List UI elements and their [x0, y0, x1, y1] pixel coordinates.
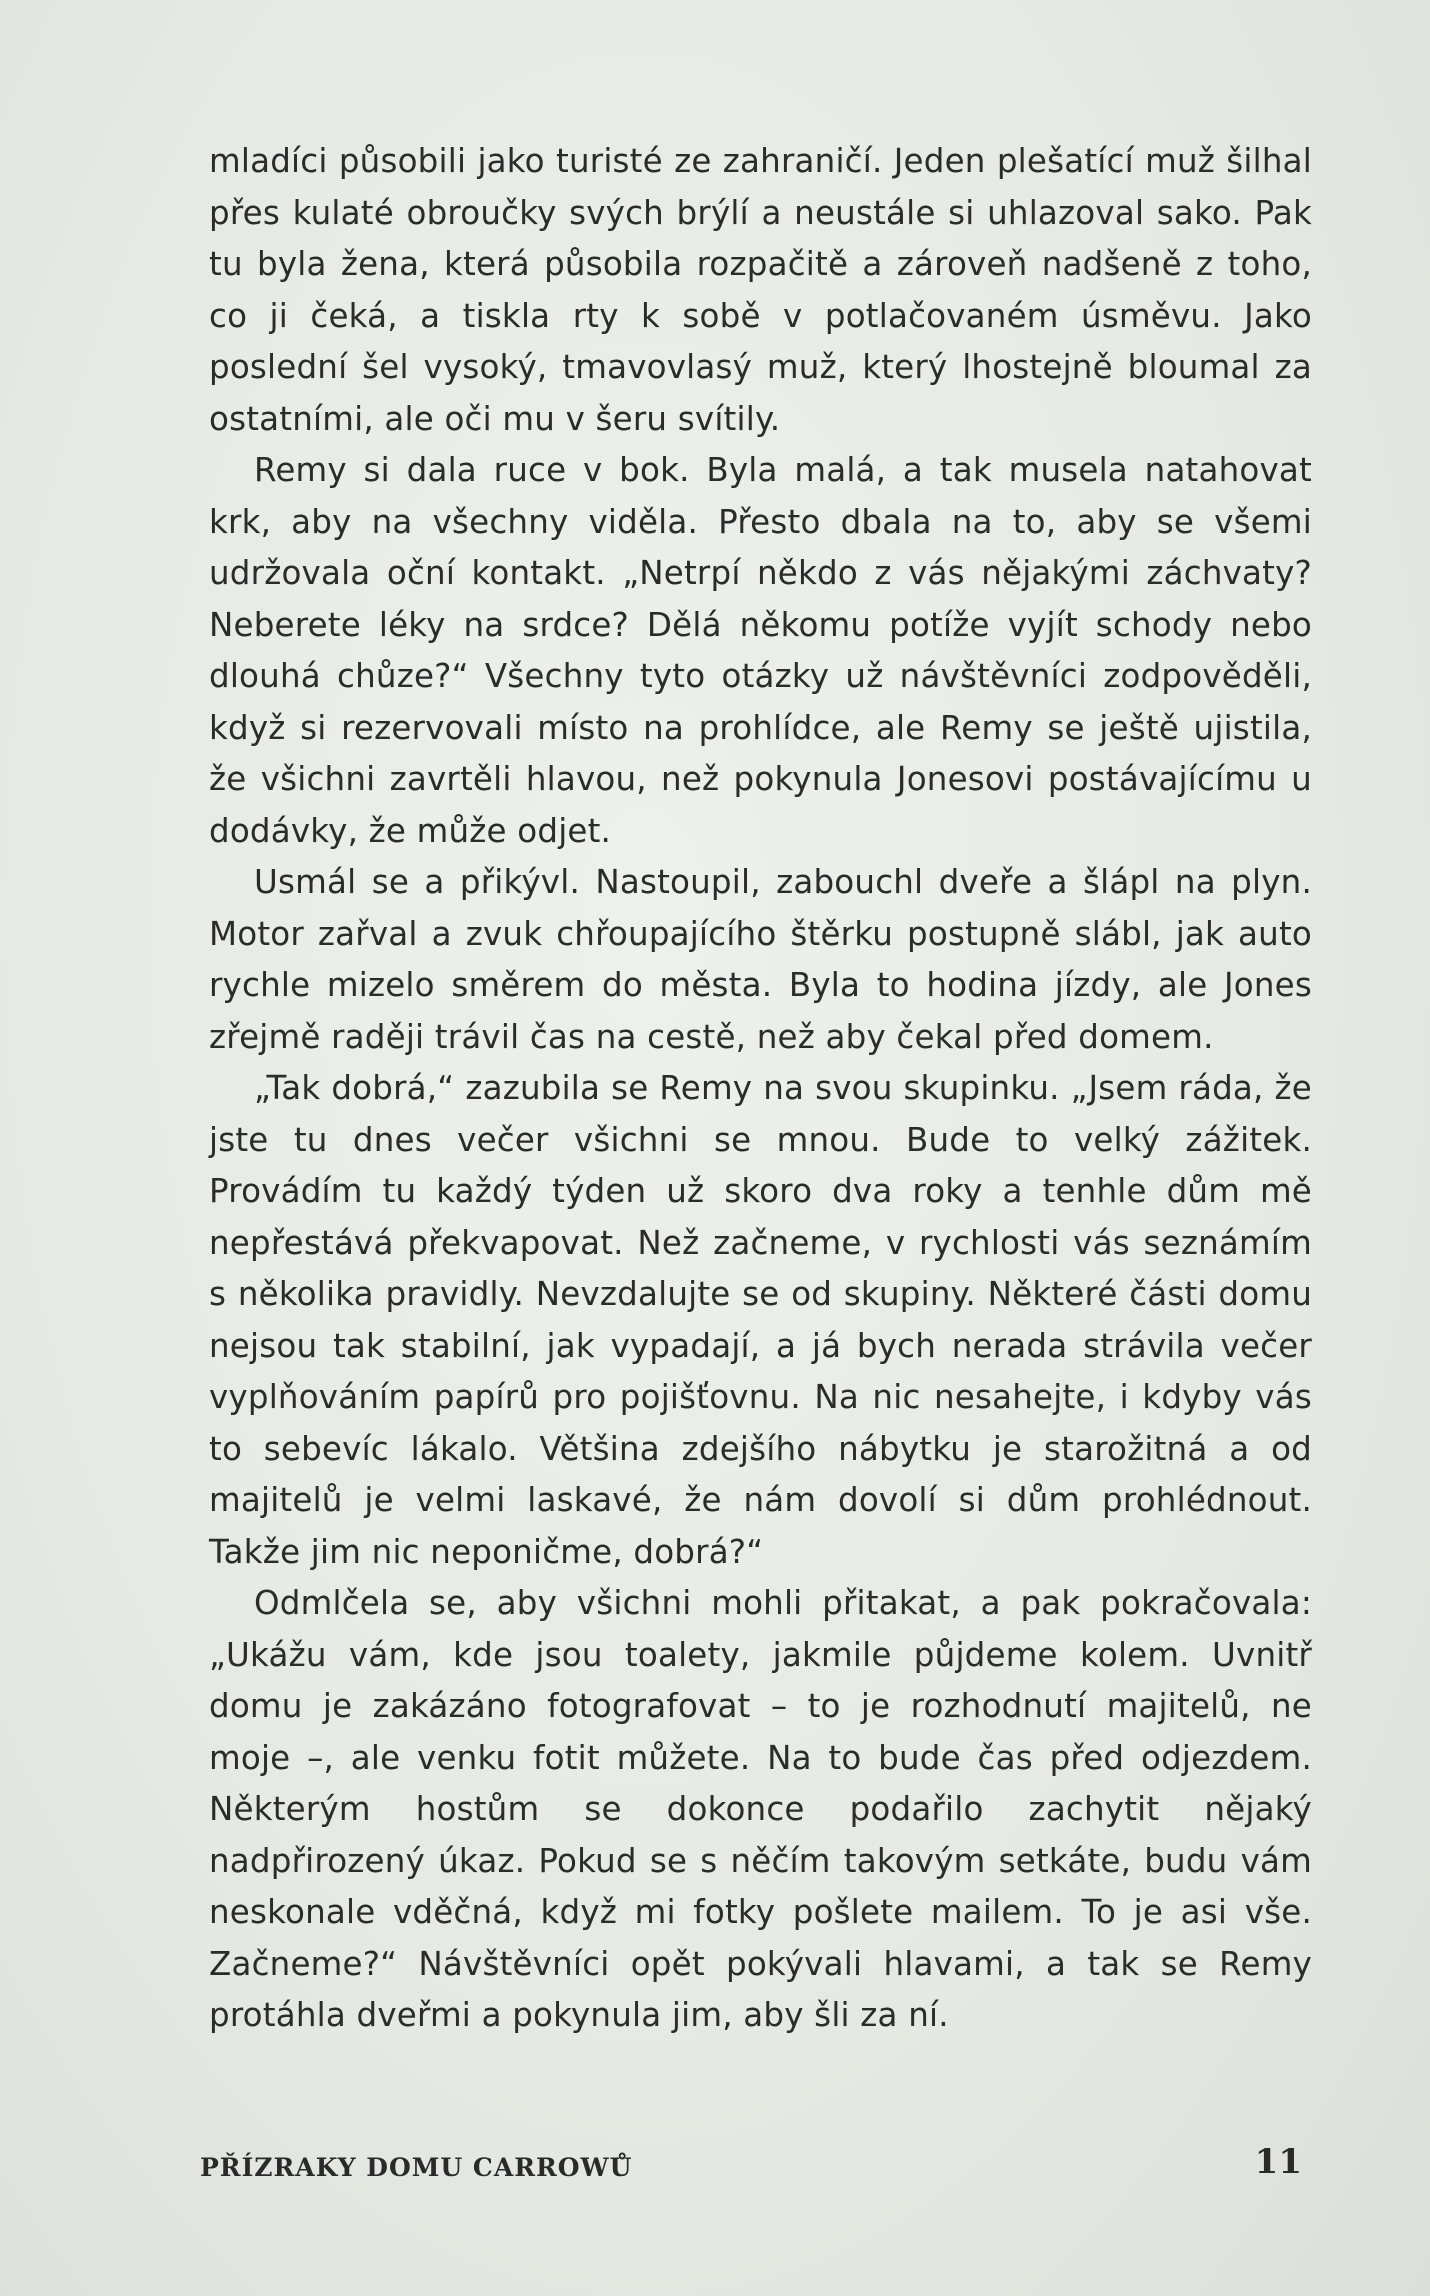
- body-text: [209, 136, 1312, 2042]
- running-footer-title: PŘÍZRAKY DOMU CARROWŮ: [200, 2153, 633, 2182]
- paragraph-5: Odmlčela se, aby všichni mohli přitakat, a pak pokračovala: „Ukážu vám, kde jsou toalety, jakmile půjdeme kolem. Uvnitř domu je zakázáno fotografovat – to je rozhodnutí majitelů, ne moje –, ale venku fotit můžete. Na to bude čas před odjezdem. Některým hostům se dokonce podařilo zachytit nějaký nadpřirozený úkaz. Pokud se s něčím takovým setkáte, budu vám neskonale vděčná, když mi fotky pošlete mailem. To je asi vše. Začneme?“ Návštěvníci opět pokývali hlavami, a tak se Remy protáhla dveřmi a pokynula jim, aby šli za ní.: [209, 1584, 1312, 2034]
- paragraph-3: Usmál se a přikývl. Nastoupil, zabouchl dveře a šlápl na plyn. Motor zařval a zvuk chřoupajícího štěrku postupně slábl, jak auto rychle mizelo směrem do města. Byla to hodina jízdy, ale Jones zřejmě raději trávil čas na cestě, než aby čekal před domem.: [209, 863, 1312, 1056]
- paragraph-4: „Tak dobrá,“ zazubila se Remy na svou skupinku. „Jsem ráda, že jste tu dnes večer všichni se mnou. Bude to velký zážitek. Provádím tu každý týden už skoro dva roky a tenhle dům mě nepřestává překvapovat. Než začneme, v rychlosti vás seznámím s několika pravidly. Nevzdalujte se od skupiny. Některé části domu nejsou tak stabilní, jak vypadají, a já bych nerada strávila večer vyplňováním papírů pro pojišťovnu. Na nic nesahejte, i kdyby vás to sebevíc lákalo. Většina zdejšího nábytku je starožitná a od majitelů je velmi laskavé, že nám dovolí si dům prohlédnout. Takže jim nic neponičme, dobrá?“: [209, 1069, 1312, 1571]
- page-number: 11: [1254, 2142, 1302, 2182]
- paragraph-2: Remy si dala ruce v bok. Byla malá, a tak musela natahovat krk, aby na všechny viděla. Přesto dbala na to, aby se všemi udržovala oční kontakt. „Netrpí někdo z vás nějakými záchvaty? Neberete léky na srdce? Dělá někomu potíže vyjít schody nebo dlouhá chůze?“ Všechny tyto otázky už návštěvníci zodpověděli, když si rezervovali místo na prohlídce, ale Remy se ještě ujistila, že všichni zavrtěli hlavou, než pokynula Jonesovi postávajícímu u dodávky, že může odjet.: [209, 451, 1312, 850]
- paragraph-1: mladíci působili jako turisté ze zahraničí. Jeden plešatící muž šilhal přes kulaté obroučky svých brýlí a neustále si uhlazoval sako. Pak tu byla žena, která působila rozpačitě a zároveň nadšeně z toho, co ji čeká, a tiskla rty k sobě v potlačovaném úsměvu. Jako poslední šel vysoký, tmavovlasý muž, který lhostejně bloumal za ostatními, ale oči mu v šeru svítily.: [209, 142, 1312, 438]
